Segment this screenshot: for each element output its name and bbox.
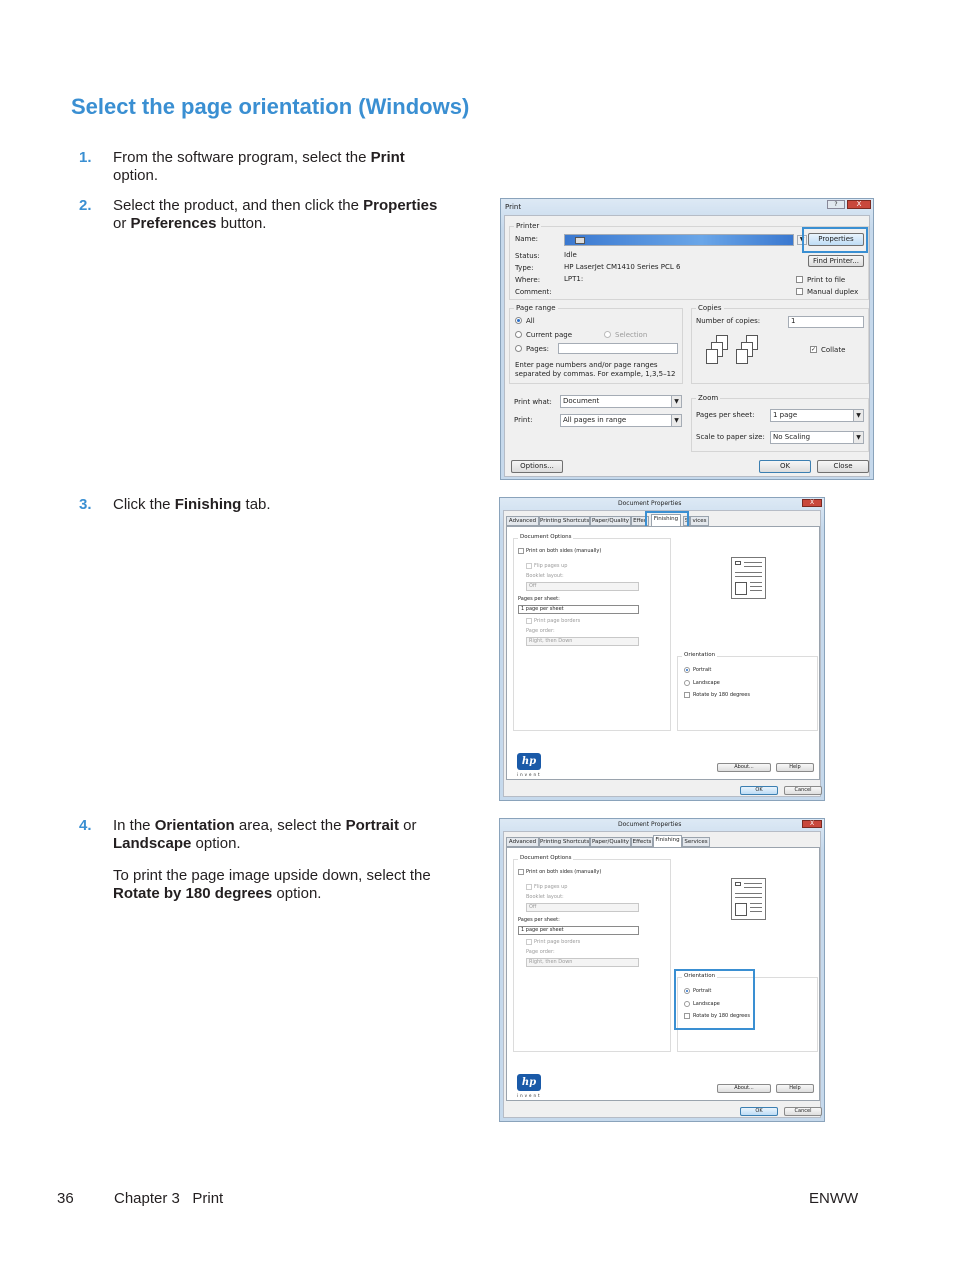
step-text: To print the page image upside down, select the bbox=[113, 867, 431, 884]
help-button[interactable]: Help bbox=[776, 1084, 814, 1093]
group-label: Zoom bbox=[698, 394, 719, 402]
pages-per-sheet-label: Pages per sheet: bbox=[518, 917, 560, 923]
current-page-radio[interactable] bbox=[515, 331, 522, 338]
document-properties-dialog bbox=[499, 818, 825, 1122]
selection-radio[interactable] bbox=[604, 331, 611, 338]
page-order-label: Page order: bbox=[526, 949, 555, 955]
page-title: Select the page orientation (Windows) bbox=[71, 94, 470, 119]
hp-invent-text: invent bbox=[517, 772, 542, 777]
chevron-down-icon[interactable]: ▼ bbox=[797, 235, 807, 245]
print-to-file-label: Print to file bbox=[807, 276, 846, 284]
ok-button[interactable]: OK bbox=[759, 460, 811, 473]
print-both-sides-checkbox[interactable] bbox=[518, 869, 524, 875]
tab-effects[interactable]: Effects bbox=[632, 839, 652, 845]
help-button[interactable]: Help bbox=[776, 763, 814, 772]
print-dialog bbox=[500, 198, 874, 480]
step-text: Click the bbox=[113, 496, 175, 513]
pages-input[interactable] bbox=[558, 343, 678, 354]
landscape-radio[interactable] bbox=[684, 680, 690, 686]
print-page-borders-checkbox[interactable] bbox=[526, 618, 532, 624]
print-both-sides-label: Print on both sides (manually) bbox=[526, 548, 602, 554]
all-label: All bbox=[526, 317, 535, 325]
pages-per-sheet-select[interactable]: 1 page per sheet bbox=[518, 926, 639, 935]
manual-duplex-checkbox[interactable] bbox=[796, 288, 803, 295]
select-value: Document bbox=[563, 397, 600, 405]
status-value: Idle bbox=[564, 251, 577, 259]
options-button[interactable]: Options... bbox=[511, 460, 563, 473]
print-what-label: Print what: bbox=[514, 398, 552, 406]
page-order-label: Page order: bbox=[526, 628, 555, 634]
about-button[interactable]: About... bbox=[717, 1084, 771, 1093]
chevron-down-icon: ▼ bbox=[853, 432, 863, 443]
group-label: Document Options bbox=[520, 534, 572, 540]
scale-select[interactable] bbox=[770, 431, 864, 444]
booklet-layout-select[interactable]: Off bbox=[526, 903, 639, 912]
landscape-label: Landscape bbox=[693, 680, 720, 686]
group-label: Document Options bbox=[520, 855, 572, 861]
group-label: Page range bbox=[516, 304, 556, 312]
document-options-group bbox=[513, 855, 671, 1052]
footer-page-number: 36 bbox=[57, 1190, 74, 1207]
range-hint: separated by commas. For example, 1,3,5–12 bbox=[515, 370, 676, 378]
step-bold: Portrait bbox=[345, 817, 399, 834]
step-text: option. bbox=[113, 167, 159, 184]
collate-label: Collate bbox=[821, 346, 846, 354]
step-bold: Rotate by 180 degrees bbox=[113, 885, 273, 902]
step-text: tab. bbox=[241, 496, 271, 513]
step-text: or bbox=[113, 215, 131, 232]
portrait-label: Portrait bbox=[693, 667, 712, 673]
comment-label: Comment: bbox=[515, 288, 552, 296]
step-bold: Print bbox=[370, 149, 405, 166]
footer-chapter: Chapter 3 Print bbox=[114, 1190, 224, 1207]
print-what-select[interactable] bbox=[560, 395, 682, 408]
type-label: Type: bbox=[515, 264, 534, 272]
dialog-title: Print bbox=[505, 203, 522, 211]
print-to-file-checkbox[interactable] bbox=[796, 276, 803, 283]
chevron-down-icon: ▼ bbox=[671, 396, 681, 407]
cancel-button[interactable]: Cancel bbox=[784, 786, 822, 795]
step-number: 2. bbox=[79, 197, 92, 214]
booklet-layout-label: Booklet layout: bbox=[526, 573, 564, 579]
range-hint: Enter page numbers and/or page ranges bbox=[515, 361, 658, 369]
tab-paper-quality[interactable]: Paper/Quality bbox=[591, 518, 630, 524]
step-text: Select the product, and then click the bbox=[113, 197, 364, 214]
ok-button[interactable]: OK bbox=[740, 1107, 778, 1116]
step-bold: Landscape bbox=[113, 835, 192, 852]
page-order-select[interactable]: Right, then Down bbox=[526, 958, 639, 967]
group-label: Orientation bbox=[684, 652, 716, 658]
flip-pages-checkbox[interactable] bbox=[526, 884, 532, 890]
selection-label: Selection bbox=[615, 331, 648, 339]
booklet-layout-select[interactable]: Off bbox=[526, 582, 639, 591]
step-text: button. bbox=[216, 215, 267, 232]
tab-services[interactable]: S bbox=[684, 518, 689, 524]
portrait-label: Portrait bbox=[693, 988, 712, 994]
chevron-down-icon: ▼ bbox=[853, 410, 863, 421]
orientation-highlight bbox=[674, 969, 755, 1030]
copies-group bbox=[691, 304, 869, 384]
tab-effects[interactable]: Effec bbox=[631, 516, 649, 526]
find-printer-button[interactable]: Find Printer... bbox=[808, 255, 864, 267]
flip-pages-checkbox[interactable] bbox=[526, 563, 532, 569]
select-value: No Scaling bbox=[773, 433, 811, 441]
manual-duplex-label: Manual duplex bbox=[807, 288, 859, 296]
zoom-group bbox=[691, 394, 869, 452]
group-label: Orientation bbox=[684, 973, 716, 979]
cancel-button[interactable]: Cancel bbox=[784, 1107, 822, 1116]
step-text: area, select the bbox=[234, 817, 346, 834]
step-number: 4. bbox=[79, 817, 92, 834]
page-range-group bbox=[509, 304, 683, 384]
group-label: Printer bbox=[516, 222, 540, 230]
copies-spinner[interactable]: 1 bbox=[788, 316, 864, 328]
type-value: HP LaserJet CM1410 Series PCL 6 bbox=[564, 263, 681, 271]
page-preview-icon bbox=[731, 557, 766, 599]
dialog-body bbox=[504, 215, 870, 477]
dialog-body bbox=[503, 510, 821, 797]
pages-per-sheet-label: Pages per sheet: bbox=[518, 596, 560, 602]
step-bold: Properties bbox=[363, 197, 438, 214]
step-text: From the software program, select the bbox=[113, 149, 371, 166]
hp-invent-text: invent bbox=[517, 1093, 542, 1098]
footer-doc-code: ENWW bbox=[809, 1190, 859, 1207]
booklet-layout-label: Booklet layout: bbox=[526, 894, 564, 900]
scale-label: Scale to paper size: bbox=[696, 433, 765, 441]
step-bold: Finishing bbox=[174, 496, 242, 513]
tab-services-label: vices bbox=[690, 516, 709, 526]
collate-pages-icon bbox=[706, 335, 746, 371]
close-button[interactable]: X bbox=[802, 499, 822, 507]
print-page-borders-label: Print page borders bbox=[534, 939, 581, 945]
step-2 bbox=[79, 197, 439, 233]
close-button[interactable]: X bbox=[847, 200, 871, 209]
portrait-radio[interactable] bbox=[684, 667, 690, 673]
print-select[interactable] bbox=[560, 414, 682, 427]
tab-services[interactable]: Services bbox=[682, 837, 710, 847]
select-value: All pages in range bbox=[563, 416, 627, 424]
all-radio[interactable] bbox=[515, 317, 522, 324]
dialog-title: Document Properties bbox=[618, 500, 682, 507]
pages-per-sheet-select[interactable]: 1 page per sheet bbox=[518, 605, 639, 614]
tab-printing-shortcuts[interactable]: Printing Shortcuts bbox=[540, 518, 590, 524]
tab-printing-shortcuts[interactable]: Printing Shortcuts bbox=[540, 839, 590, 845]
select-value: 1 page bbox=[773, 411, 798, 419]
step-bold: Orientation bbox=[154, 817, 235, 834]
step-number: 3. bbox=[79, 496, 92, 513]
print-label: Print: bbox=[514, 416, 533, 424]
step-3 bbox=[79, 496, 439, 514]
step-1 bbox=[79, 149, 439, 185]
group-label: Copies bbox=[698, 304, 722, 312]
help-button[interactable]: ? bbox=[827, 200, 845, 209]
printer-name-select[interactable] bbox=[564, 234, 805, 246]
pages-per-sheet-select[interactable] bbox=[770, 409, 864, 422]
tab-advanced[interactable]: Advanced bbox=[506, 837, 539, 847]
step-number: 1. bbox=[79, 149, 92, 166]
collate-checkbox[interactable]: ✓ bbox=[811, 346, 817, 353]
step-bold: Preferences bbox=[130, 215, 217, 232]
chevron-down-icon: ▼ bbox=[671, 415, 681, 426]
ok-button[interactable]: OK bbox=[740, 786, 778, 795]
hp-logo-icon: hp bbox=[517, 1074, 541, 1091]
hp-logo-icon: hp bbox=[517, 753, 541, 770]
tab-advanced[interactable]: Advanced bbox=[506, 516, 539, 526]
landscape-label: Landscape bbox=[693, 1001, 720, 1007]
flip-pages-label: Flip pages up bbox=[534, 884, 568, 890]
page-preview-icon bbox=[731, 878, 766, 920]
page-order-select[interactable]: Right, then Down bbox=[526, 637, 639, 646]
tab-finishing[interactable]: Finishing bbox=[651, 514, 681, 526]
status-label: Status: bbox=[515, 252, 540, 260]
about-button[interactable]: About... bbox=[717, 763, 771, 772]
copies-label: Number of copies: bbox=[696, 317, 761, 325]
close-dialog-button[interactable]: Close bbox=[817, 460, 869, 473]
step-text: option. bbox=[191, 835, 241, 852]
rotate-180-label: Rotate by 180 degrees bbox=[693, 1013, 750, 1019]
print-page-borders-checkbox[interactable] bbox=[526, 939, 532, 945]
tab-content bbox=[506, 526, 820, 780]
dialog-title: Document Properties bbox=[618, 821, 682, 828]
print-both-sides-checkbox[interactable] bbox=[518, 548, 524, 554]
close-button[interactable]: X bbox=[802, 820, 822, 828]
name-label: Name: bbox=[515, 235, 539, 243]
document-options-group bbox=[513, 534, 671, 731]
tab-finishing[interactable]: Finishing bbox=[653, 835, 682, 847]
step-4 bbox=[79, 817, 439, 903]
rotate-180-checkbox[interactable] bbox=[684, 692, 690, 698]
properties-button[interactable]: Properties bbox=[808, 233, 864, 246]
printer-icon bbox=[575, 237, 585, 244]
step-text: or bbox=[398, 817, 417, 834]
dialog-body bbox=[503, 831, 821, 1118]
printer-group bbox=[509, 222, 869, 300]
where-value: LPT1: bbox=[564, 275, 584, 283]
print-both-sides-label: Print on both sides (manually) bbox=[526, 869, 602, 875]
print-page-borders-label: Print page borders bbox=[534, 618, 581, 624]
pages-label: Pages: bbox=[526, 345, 549, 353]
pages-per-sheet-label: Pages per sheet: bbox=[696, 411, 755, 419]
pages-radio[interactable] bbox=[515, 345, 522, 352]
tab-paper-quality[interactable]: Paper/Quality bbox=[591, 839, 630, 845]
tab-content bbox=[506, 847, 820, 1101]
orientation-group bbox=[677, 652, 818, 731]
where-label: Where: bbox=[515, 276, 541, 284]
document-properties-dialog bbox=[499, 497, 825, 801]
current-page-label: Current page bbox=[526, 331, 572, 339]
rotate-180-label: Rotate by 180 degrees bbox=[693, 692, 750, 698]
flip-pages-label: Flip pages up bbox=[534, 563, 568, 569]
step-text: In the bbox=[113, 817, 155, 834]
step-text: option. bbox=[272, 885, 322, 902]
